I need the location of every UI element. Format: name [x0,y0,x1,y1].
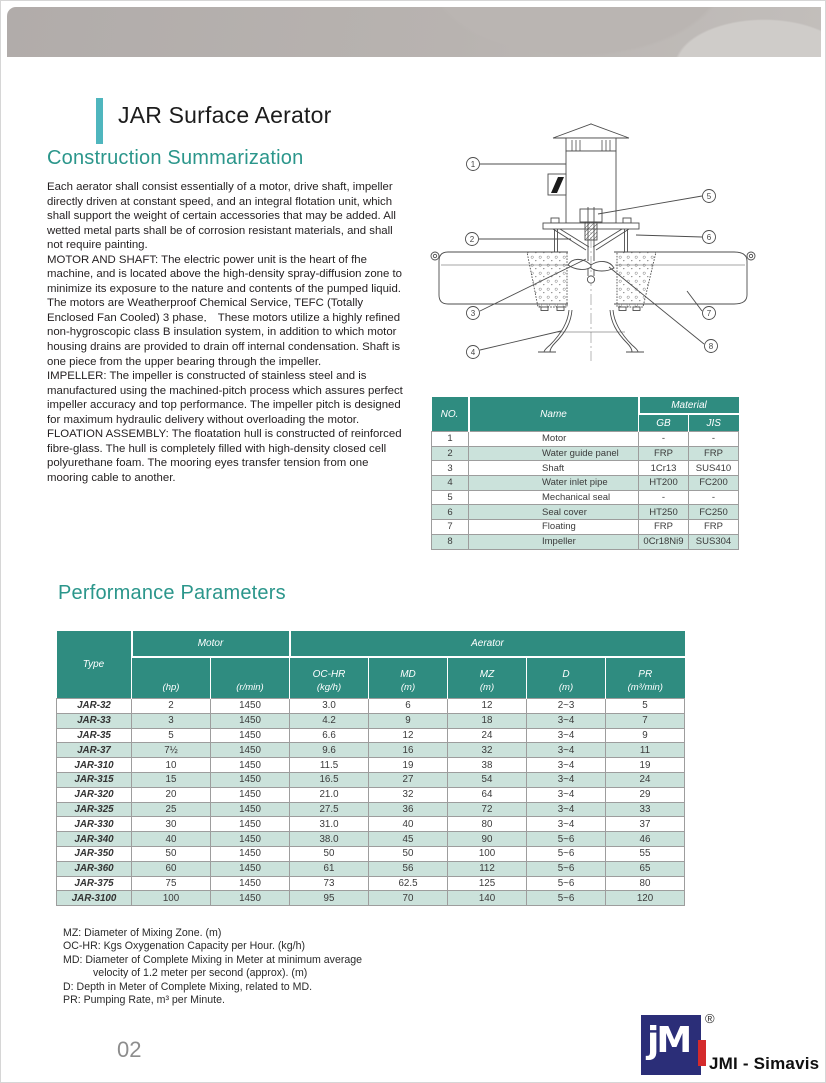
table-cell: 73 [290,876,369,891]
table-cell: 21.0 [290,787,369,802]
table-cell: 12 [369,728,448,743]
table-row [57,699,685,714]
table-cell: 30 [132,817,211,832]
table-cell: JAR-3100 [57,891,132,906]
table-cell: 6 [432,505,469,520]
table-cell: 7 [606,713,685,728]
table-cell: 6 [369,699,448,714]
parts-table [431,397,739,550]
callout-1: 1 [470,160,476,169]
table-cell: 11.5 [290,758,369,773]
table-cell: 55 [606,846,685,861]
callout-7: 7 [706,309,712,318]
table-cell: JAR-37 [57,743,132,758]
table-cell: 4 [432,476,469,491]
table-cell: 5 [432,490,469,505]
table-cell: 9.6 [290,743,369,758]
parts-header-no: NO. [432,397,469,432]
logo-square [641,1015,701,1075]
performance-table [56,631,685,906]
table-cell: 16.5 [290,772,369,787]
callout-3: 3 [470,309,476,318]
callout-4: 4 [470,348,476,357]
table-cell: Water inlet pipe [469,476,639,491]
table-cell: JAR-35 [57,728,132,743]
table-cell: 70 [369,891,448,906]
perf-header-aerator: Aerator [290,631,685,657]
table-cell: - [639,432,689,447]
table-cell: Motor [469,432,639,447]
table-cell: Water guide panel [469,446,639,461]
table-cell: 7½ [132,743,211,758]
table-cell: 6.6 [290,728,369,743]
table-cell: 36 [369,802,448,817]
table-cell: FRP [639,446,689,461]
perf-header-type: Type [57,631,132,699]
table-cell: 50 [132,846,211,861]
table-cell: 95 [290,891,369,906]
perf-header-hp: (hp) [132,657,211,699]
table-cell: 1450 [211,876,290,891]
table-cell: 19 [369,758,448,773]
table-cell: 5 [132,728,211,743]
table-cell: 7 [432,520,469,535]
footnote-pr: PR: Pumping Rate, m³ per Minute. [63,994,225,1007]
table-cell: 1450 [211,713,290,728]
table-cell: 2~3 [527,699,606,714]
table-cell: 1450 [211,772,290,787]
table-cell: 120 [606,891,685,906]
table-cell: 5~6 [527,832,606,847]
table-cell: 54 [448,772,527,787]
table-cell: 38.0 [290,832,369,847]
table-cell: 3~4 [527,713,606,728]
table-cell: 1450 [211,743,290,758]
table-cell: 65 [606,861,685,876]
perf-header-motor: Motor [132,631,290,657]
table-cell: 27.5 [290,802,369,817]
table-cell: FRP [639,520,689,535]
table-cell: 40 [369,817,448,832]
table-cell: 9 [606,728,685,743]
table-row [432,534,739,549]
table-cell: 4.2 [290,713,369,728]
table-row [57,817,685,832]
table-cell: JAR-33 [57,713,132,728]
footnote-ochr: OC-HR: Kgs Oxygenation Capacity per Hour. (kg/h) [63,940,305,953]
table-cell: 8 [432,534,469,549]
table-cell: 1450 [211,787,290,802]
table-cell: 11 [606,743,685,758]
table-cell: 62.5 [369,876,448,891]
table-cell: 3~4 [527,817,606,832]
table-cell: Seal cover [469,505,639,520]
table-cell: 3.0 [290,699,369,714]
table-cell: Floating [469,520,639,535]
table-cell: 112 [448,861,527,876]
table-cell: 46 [606,832,685,847]
table-cell: 20 [132,787,211,802]
table-row [57,772,685,787]
table-cell: 12 [448,699,527,714]
table-cell: 56 [369,861,448,876]
table-cell: 80 [606,876,685,891]
table-cell: 1Cr13 [639,461,689,476]
table-row [57,787,685,802]
table-cell: 1450 [211,832,290,847]
table-cell: 90 [448,832,527,847]
parts-header-gb: GB [639,414,689,432]
table-cell: JAR-340 [57,832,132,847]
table-cell: 100 [132,891,211,906]
table-cell: 3~4 [527,787,606,802]
table-cell: - [689,432,739,447]
table-cell: 2 [132,699,211,714]
table-cell: JAR-32 [57,699,132,714]
callout-5: 5 [706,192,712,201]
table-cell: JAR-320 [57,787,132,802]
table-cell: 1450 [211,846,290,861]
perf-header-d: D (m) [527,657,606,699]
table-cell: JAR-315 [57,772,132,787]
perf-header-mz: MZ (m) [448,657,527,699]
callout-2: 2 [469,235,475,244]
table-row [432,476,739,491]
table-cell: 3 [432,461,469,476]
parts-header-name: Name [469,397,639,432]
table-cell: 1450 [211,861,290,876]
table-row [432,505,739,520]
table-cell: 140 [448,891,527,906]
brand-name: JMI - Simavis [709,1054,820,1073]
paragraph-floation: FLOATION ASSEMBLY: The floatation hull is constructed of reinforced fibre-glass. The hull is completely filled with high-density closed cell polyurethane foam. The mooring eyes transfer tension from one mooring cable to another. [47,428,402,484]
table-cell: HT200 [639,476,689,491]
table-cell: 38 [448,758,527,773]
logo-mark: jM [647,1020,690,1061]
performance-heading: Performance Parameters [58,582,286,604]
table-row [432,432,739,447]
registered-mark-icon: ® [705,1011,715,1026]
table-row [57,832,685,847]
table-cell: - [689,490,739,505]
table-cell: 72 [448,802,527,817]
table-cell: FC250 [689,505,739,520]
table-cell: 32 [369,787,448,802]
page-title: JAR Surface Aerator [118,102,332,128]
table-cell: 45 [369,832,448,847]
table-row [57,713,685,728]
table-cell: 1450 [211,699,290,714]
table-cell: 16 [369,743,448,758]
table-cell: 5~6 [527,876,606,891]
table-row [57,876,685,891]
perf-header-pr: PR (m³/min) [606,657,685,699]
header-banner [7,7,821,57]
table-cell: - [639,490,689,505]
table-cell: 33 [606,802,685,817]
table-cell: FRP [689,446,739,461]
table-cell: 75 [132,876,211,891]
table-row [57,861,685,876]
table-cell: 80 [448,817,527,832]
table-cell: 10 [132,758,211,773]
table-row [57,743,685,758]
table-cell: 5~6 [527,861,606,876]
footnote-mz: MZ: Diameter of Mixing Zone. (m) [63,927,222,939]
perf-header-rmin: (r/min) [211,657,290,699]
table-cell: 2 [432,446,469,461]
table-cell: Mechanical seal [469,490,639,505]
callout-8: 8 [708,342,714,351]
table-cell: 27 [369,772,448,787]
paragraph-motor-shaft: MOTOR AND SHAFT: The electric power unit is the heart of fhe machine, and is located above the high-density spray-diffusion zone to minimize its exposure to the nature and contents of the pumped liquid. The motors are Weatherproof Chemical Service, TEFC (Totally Enclosed Fan Cooled) 3 phase． These motors utilize a highly refined non-hygroscopic class B insulation system, in addition to which motor housing drains are provided to drain off internal condensation. Shaft is one piece from the upper bearing through the impeller. [47,253,403,368]
table-cell: 3~4 [527,802,606,817]
table-cell: 9 [369,713,448,728]
table-cell: JAR-375 [57,876,132,891]
table-cell: 31.0 [290,817,369,832]
table-cell: 29 [606,787,685,802]
footnote-md-cont: velocity of 1.2 meter per second (approx). (m) [93,967,308,980]
table-cell: 1450 [211,758,290,773]
company-logo [641,1011,820,1075]
table-cell: 5~6 [527,891,606,906]
table-cell: JAR-310 [57,758,132,773]
table-cell: 19 [606,758,685,773]
table-row [432,446,739,461]
table-cell: 3~4 [527,758,606,773]
table-cell: 3~4 [527,772,606,787]
parts-header-jis: JIS [689,414,739,432]
table-cell: 18 [448,713,527,728]
construction-heading: Construction Summarization [47,147,304,169]
table-cell: Shaft [469,461,639,476]
table-cell: FC200 [689,476,739,491]
table-cell: 100 [448,846,527,861]
logo-red-bar [698,1040,706,1066]
table-cell: 15 [132,772,211,787]
perf-header-md: MD (m) [369,657,448,699]
table-cell: 5 [606,699,685,714]
table-cell: 50 [290,846,369,861]
title-accent-bar [96,98,103,144]
table-cell: SUS304 [689,534,739,549]
table-cell: JAR-325 [57,802,132,817]
footnotes [63,927,362,1007]
table-row [432,461,739,476]
table-row [57,802,685,817]
performance-table-body [57,699,685,906]
table-row [57,758,685,773]
table-row [57,846,685,861]
table-cell: Impeller [469,534,639,549]
table-cell: JAR-360 [57,861,132,876]
table-cell: SUS410 [689,461,739,476]
table-cell: 1450 [211,817,290,832]
table-cell: 1 [432,432,469,447]
table-cell: 25 [132,802,211,817]
footnote-md: MD: Diameter of Complete Mixing in Meter at minimum average [63,953,363,966]
paragraph-overview: Each aerator shall consist essentially of a motor, drive shaft, impeller directly driven at constant speed, and an integral flotation unit, which shall support the weight of certain accessories that may be added. All wetted metal parts shall be of corrosion resistant materials, and shall not require painting. [47,181,396,252]
table-cell: 50 [369,846,448,861]
table-row [432,520,739,535]
table-cell: 1450 [211,728,290,743]
table-cell: 40 [132,832,211,847]
table-row [57,728,685,743]
table-cell: 125 [448,876,527,891]
paragraph-impeller: IMPELLER: The impeller is constructed of stainless steel and is manufactured using the machined-pitch process which assures perfect impeller accuracy and top performance. The impeller pitch is designed for maximum hydraulic delivery without overloading the motor. [47,370,403,426]
table-cell: FRP [689,520,739,535]
table-cell: 61 [290,861,369,876]
table-cell: 3 [132,713,211,728]
parts-table-body [432,432,739,550]
construction-text [47,180,405,485]
table-cell: 5~6 [527,846,606,861]
table-cell: JAR-330 [57,817,132,832]
table-cell: 1450 [211,891,290,906]
table-cell: HT250 [639,505,689,520]
table-cell: 24 [606,772,685,787]
table-cell: 32 [448,743,527,758]
table-cell: 3~4 [527,743,606,758]
page-number: 02 [117,1037,142,1062]
callout-6: 6 [706,233,712,242]
table-cell: 60 [132,861,211,876]
table-cell: 24 [448,728,527,743]
aerator-diagram [426,119,798,391]
parts-header-material: Material [639,397,739,414]
table-cell: 3~4 [527,728,606,743]
perf-header-ochr: OC-HR (kg/h) [290,657,369,699]
table-row [57,891,685,906]
table-cell: 1450 [211,802,290,817]
table-cell: 64 [448,787,527,802]
table-cell: 37 [606,817,685,832]
table-row [432,490,739,505]
footnote-d: D: Depth in Meter of Complete Mixing, related to MD. [63,980,313,993]
table-cell: 0Cr18Ni9 [639,534,689,549]
table-cell: JAR-350 [57,846,132,861]
